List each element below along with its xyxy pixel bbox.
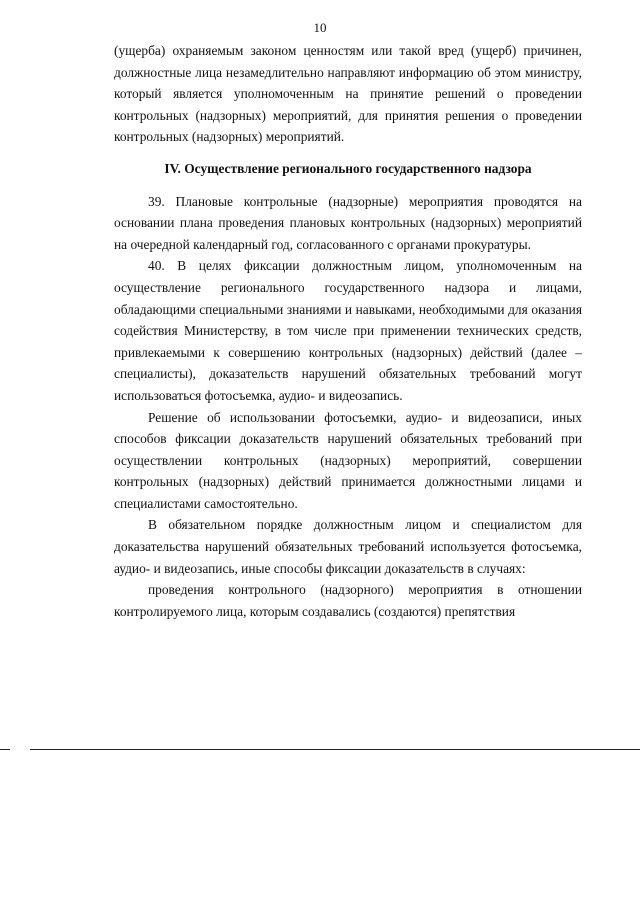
paragraph-decision: Решение об использовании фотосъемки, аудио- и видеозаписи, иных способов фиксации доказательств нарушений обязательных требований при осуществлении контрольных (надзорных) мероприятий, совершении контрольных (надзорных) действий принимается должностными лицами и специалистами самостоятельно. <box>114 409 582 511</box>
section-heading: IV. Осуществление регионального государственного надзора <box>164 160 532 176</box>
paragraph-continuation: (ущерба) охраняемым законом ценностям или такой вред (ущерб) причинен, должностные лица незамедлительно направляют информацию об этом министру, который является уполномоченным на принятие решений о проведении контрольных (надзорных) мероприятий, для принятия решения о проведении контрольных (надзорных) мероприятий. <box>114 43 582 145</box>
paragraph-40: 40. В целях фиксации должностным лицом, уполномоченным на осуществление регионального государственного надзора и лицами, обладающими специальными знаниями и навыками, необходимыми для оказания содействия Министерству, в том числе при применении технических средств, привлекаемыми к совершению контрольных (надзорных) действий (далее – специалисты), доказательств нарушений обязательных требований могут использоваться фотосъемка, аудио- и видеозапись. <box>114 258 582 403</box>
page-edge-line <box>30 749 640 750</box>
paragraph-mandatory: В обязательном порядке должностным лицом и специалистом для доказательства нарушений обязательных требований используется фотосъемка, аудио- и видеозапись, иные способы фиксации доказательств в случаях: <box>114 517 582 576</box>
document-body <box>114 40 582 622</box>
page-edge-mark <box>0 749 10 750</box>
paragraph-cases: проведения контрольного (надзорного) мероприятия в отношении контролируемого лица, которым создавались (создаются) препятствия <box>114 582 582 619</box>
page-number: 10 <box>313 20 327 35</box>
paragraph-39: 39. Плановые контрольные (надзорные) мероприятия проводятся на основании плана проведения плановых контрольных (надзорных) мероприятий на очередной календарный год, согласованного с органами прокуратуры. <box>114 193 582 252</box>
